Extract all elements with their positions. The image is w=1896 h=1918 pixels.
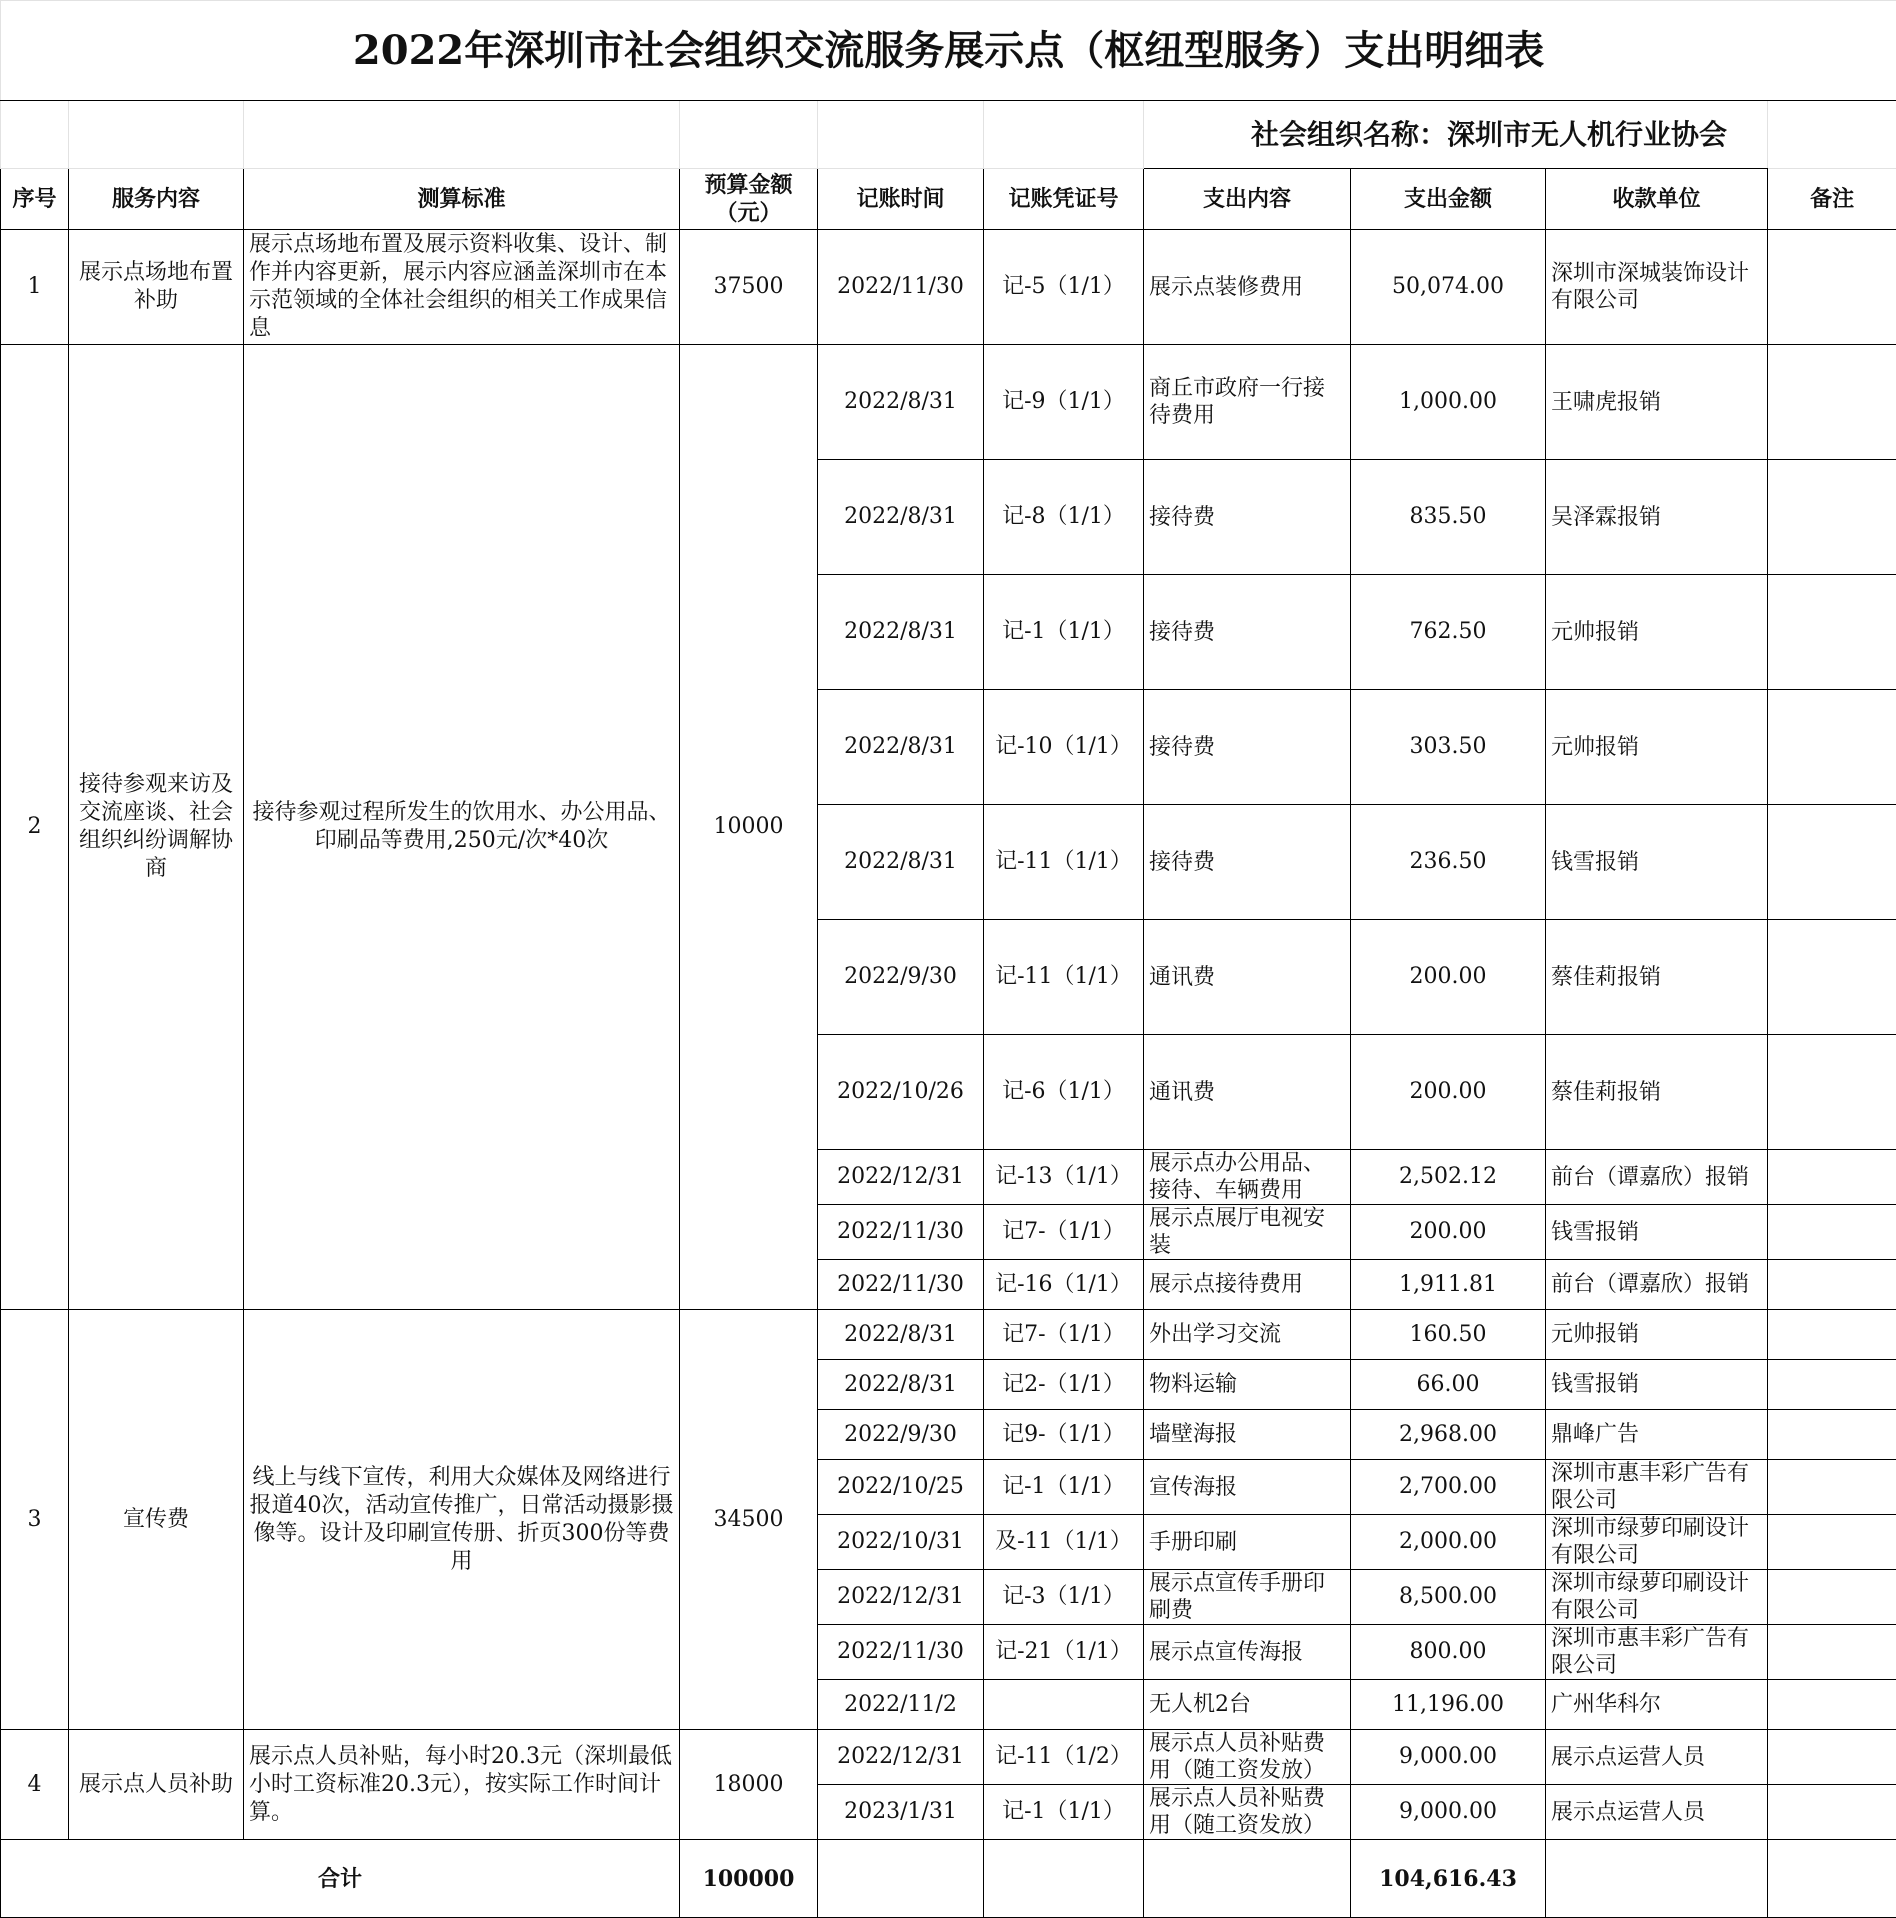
header-budget: 预算金额（元） bbox=[680, 169, 818, 230]
remark-cell bbox=[1768, 1680, 1896, 1730]
voucher-cell: 记-9（1/1） bbox=[984, 345, 1144, 460]
voucher-cell: 记-3（1/1） bbox=[984, 1570, 1144, 1625]
date-cell: 2022/8/31 bbox=[818, 1310, 984, 1360]
expense-cell: 商丘市政府一行接待费用 bbox=[1144, 345, 1351, 460]
header-amount: 支出金额 bbox=[1351, 169, 1546, 230]
remark-cell bbox=[1768, 1205, 1896, 1260]
payee-cell: 蔡佳莉报销 bbox=[1546, 920, 1768, 1035]
payee-cell: 钱雪报销 bbox=[1546, 1205, 1768, 1260]
date-cell: 2022/12/31 bbox=[818, 1570, 984, 1625]
spacer-cell bbox=[1768, 101, 1896, 169]
date-cell: 2022/11/30 bbox=[818, 1205, 984, 1260]
amount-cell: 160.50 bbox=[1351, 1310, 1546, 1360]
standard-cell: 展示点场地布置及展示资料收集、设计、制作并内容更新，展示内容应涵盖深圳市在本示范领域的全体社会组织的相关工作成果信息 bbox=[244, 230, 680, 345]
date-cell: 2023/1/31 bbox=[818, 1785, 984, 1840]
payee-cell: 广州华科尔 bbox=[1546, 1680, 1768, 1730]
remark-cell bbox=[1768, 805, 1896, 920]
expense-cell: 外出学习交流 bbox=[1144, 1310, 1351, 1360]
date-cell: 2022/10/26 bbox=[818, 1035, 984, 1150]
spacer-cell bbox=[984, 101, 1144, 169]
remark-cell bbox=[1768, 1625, 1896, 1680]
amount-cell: 1,000.00 bbox=[1351, 345, 1546, 460]
remark-cell bbox=[1768, 1785, 1896, 1840]
voucher-cell: 记7-（1/1） bbox=[984, 1310, 1144, 1360]
expense-cell: 展示点接待费用 bbox=[1144, 1260, 1351, 1310]
expense-cell: 接待费 bbox=[1144, 690, 1351, 805]
date-cell: 2022/10/31 bbox=[818, 1515, 984, 1570]
expense-cell: 接待费 bbox=[1144, 460, 1351, 575]
budget-cell: 37500 bbox=[680, 230, 818, 345]
payee-cell: 吴泽霖报销 bbox=[1546, 460, 1768, 575]
date-cell: 2022/8/31 bbox=[818, 345, 984, 460]
payee-cell: 鼎峰广告 bbox=[1546, 1410, 1768, 1460]
expense-cell: 手册印刷 bbox=[1144, 1515, 1351, 1570]
empty-cell bbox=[818, 1840, 984, 1918]
organization-name: 社会组织名称：深圳市无人机行业协会 bbox=[1144, 101, 1768, 169]
spacer-cell bbox=[244, 101, 680, 169]
voucher-cell: 记-11（1/1） bbox=[984, 920, 1144, 1035]
date-cell: 2022/12/31 bbox=[818, 1150, 984, 1205]
expense-cell: 展示点宣传海报 bbox=[1144, 1625, 1351, 1680]
payee-cell: 元帅报销 bbox=[1546, 575, 1768, 690]
remark-cell bbox=[1768, 1260, 1896, 1310]
total-amount: 104,616.43 bbox=[1351, 1840, 1546, 1918]
header-payee: 收款单位 bbox=[1546, 169, 1768, 230]
date-cell: 2022/11/30 bbox=[818, 1625, 984, 1680]
voucher-cell: 记-13（1/1） bbox=[984, 1150, 1144, 1205]
empty-cell bbox=[1768, 1840, 1896, 1918]
payee-cell: 钱雪报销 bbox=[1546, 1360, 1768, 1410]
voucher-cell: 及-11（1/1） bbox=[984, 1515, 1144, 1570]
payee-cell: 元帅报销 bbox=[1546, 1310, 1768, 1360]
voucher-cell: 记-6（1/1） bbox=[984, 1035, 1144, 1150]
standard-cell: 展示点人员补贴，每小时20.3元（深圳最低小时工资标准20.3元），按实际工作时间计算。 bbox=[244, 1730, 680, 1840]
expense-cell: 接待费 bbox=[1144, 805, 1351, 920]
remark-cell bbox=[1768, 1730, 1896, 1785]
expense-cell: 展示点人员补贴费用（随工资发放） bbox=[1144, 1785, 1351, 1840]
expense-cell: 接待费 bbox=[1144, 575, 1351, 690]
total-row bbox=[1, 1840, 1896, 1918]
date-cell: 2022/8/31 bbox=[818, 690, 984, 805]
voucher-cell: 记-21（1/1） bbox=[984, 1625, 1144, 1680]
remark-cell bbox=[1768, 1150, 1896, 1205]
voucher-cell: 记9-（1/1） bbox=[984, 1410, 1144, 1460]
remark-cell bbox=[1768, 1310, 1896, 1360]
voucher-cell: 记-1（1/1） bbox=[984, 575, 1144, 690]
date-cell: 2022/10/25 bbox=[818, 1460, 984, 1515]
payee-cell: 王啸虎报销 bbox=[1546, 345, 1768, 460]
seq-cell: 4 bbox=[1, 1730, 69, 1840]
spacer-cell bbox=[69, 101, 244, 169]
date-cell: 2022/12/31 bbox=[818, 1730, 984, 1785]
voucher-cell: 记2-（1/1） bbox=[984, 1360, 1144, 1410]
expense-cell: 墙壁海报 bbox=[1144, 1410, 1351, 1460]
payee-cell: 钱雪报销 bbox=[1546, 805, 1768, 920]
payee-cell: 深圳市绿萝印刷设计有限公司 bbox=[1546, 1570, 1768, 1625]
voucher-cell: 记-1（1/1） bbox=[984, 1785, 1144, 1840]
voucher-cell: 记-16（1/1） bbox=[984, 1260, 1144, 1310]
seq-cell: 2 bbox=[1, 345, 69, 1310]
remark-cell bbox=[1768, 230, 1896, 345]
spacer-cell bbox=[680, 101, 818, 169]
payee-cell: 深圳市绿萝印刷设计有限公司 bbox=[1546, 1515, 1768, 1570]
header-row bbox=[1, 169, 1896, 230]
remark-cell bbox=[1768, 1410, 1896, 1460]
expense-cell: 物料运输 bbox=[1144, 1360, 1351, 1410]
service-cell: 接待参观来访及交流座谈、社会组织纠纷调解协商 bbox=[69, 345, 244, 1310]
standard-cell: 线上与线下宣传，利用大众媒体及网络进行报道40次，活动宣传推广，日常活动摄影摄像等。设计及印刷宣传册、折页300份等费用 bbox=[244, 1310, 680, 1730]
remark-cell bbox=[1768, 1460, 1896, 1515]
remark-cell bbox=[1768, 1035, 1896, 1150]
amount-cell: 1,911.81 bbox=[1351, 1260, 1546, 1310]
amount-cell: 8,500.00 bbox=[1351, 1570, 1546, 1625]
voucher-cell: 记-10（1/1） bbox=[984, 690, 1144, 805]
remark-cell bbox=[1768, 460, 1896, 575]
table-row bbox=[1, 1730, 1896, 1785]
empty-cell bbox=[984, 1840, 1144, 1918]
amount-cell: 200.00 bbox=[1351, 920, 1546, 1035]
payee-cell: 深圳市深城装饰设计有限公司 bbox=[1546, 230, 1768, 345]
remark-cell bbox=[1768, 1570, 1896, 1625]
amount-cell: 9,000.00 bbox=[1351, 1730, 1546, 1785]
spacer-cell bbox=[818, 101, 984, 169]
payee-cell: 深圳市惠丰彩广告有限公司 bbox=[1546, 1460, 1768, 1515]
budget-cell: 18000 bbox=[680, 1730, 818, 1840]
header-seq: 序号 bbox=[1, 169, 69, 230]
expense-cell: 展示点人员补贴费用（随工资发放） bbox=[1144, 1730, 1351, 1785]
expense-cell: 展示点办公用品、接待、车辆费用 bbox=[1144, 1150, 1351, 1205]
header-standard: 测算标准 bbox=[244, 169, 680, 230]
budget-cell: 10000 bbox=[680, 345, 818, 1310]
amount-cell: 11,196.00 bbox=[1351, 1680, 1546, 1730]
amount-cell: 236.50 bbox=[1351, 805, 1546, 920]
standard-cell: 接待参观过程所发生的饮用水、办公用品、印刷品等费用,250元/次*40次 bbox=[244, 345, 680, 1310]
amount-cell: 762.50 bbox=[1351, 575, 1546, 690]
payee-cell: 展示点运营人员 bbox=[1546, 1785, 1768, 1840]
amount-cell: 9,000.00 bbox=[1351, 1785, 1546, 1840]
seq-cell: 1 bbox=[1, 230, 69, 345]
amount-cell: 50,074.00 bbox=[1351, 230, 1546, 345]
date-cell: 2022/9/30 bbox=[818, 1410, 984, 1460]
table-row bbox=[1, 345, 1896, 460]
remark-cell bbox=[1768, 345, 1896, 460]
page-title: 2022年深圳市社会组织交流服务展示点（枢纽型服务）支出明细表 bbox=[1, 1, 1896, 101]
voucher-cell: 记-8（1/1） bbox=[984, 460, 1144, 575]
date-cell: 2022/11/30 bbox=[818, 1260, 984, 1310]
remark-cell bbox=[1768, 1515, 1896, 1570]
seq-cell: 3 bbox=[1, 1310, 69, 1730]
header-service: 服务内容 bbox=[69, 169, 244, 230]
payee-cell: 深圳市惠丰彩广告有限公司 bbox=[1546, 1625, 1768, 1680]
date-cell: 2022/11/2 bbox=[818, 1680, 984, 1730]
remark-cell bbox=[1768, 690, 1896, 805]
expense-cell: 通讯费 bbox=[1144, 920, 1351, 1035]
date-cell: 2022/8/31 bbox=[818, 805, 984, 920]
expense-cell: 通讯费 bbox=[1144, 1035, 1351, 1150]
amount-cell: 303.50 bbox=[1351, 690, 1546, 805]
date-cell: 2022/8/31 bbox=[818, 1360, 984, 1410]
payee-cell: 前台（谭嘉欣）报销 bbox=[1546, 1260, 1768, 1310]
voucher-cell: 记-11（1/2） bbox=[984, 1730, 1144, 1785]
empty-cell bbox=[1144, 1840, 1351, 1918]
header-expense: 支出内容 bbox=[1144, 169, 1351, 230]
date-cell: 2022/8/31 bbox=[818, 575, 984, 690]
date-cell: 2022/8/31 bbox=[818, 460, 984, 575]
service-cell: 展示点人员补助 bbox=[69, 1730, 244, 1840]
remark-cell bbox=[1768, 920, 1896, 1035]
budget-cell: 34500 bbox=[680, 1310, 818, 1730]
amount-cell: 800.00 bbox=[1351, 1625, 1546, 1680]
voucher-cell: 记-11（1/1） bbox=[984, 805, 1144, 920]
total-budget: 100000 bbox=[680, 1840, 818, 1918]
service-cell: 展示点场地布置补助 bbox=[69, 230, 244, 345]
table-body bbox=[1, 1, 1896, 1918]
remark-cell bbox=[1768, 575, 1896, 690]
date-cell: 2022/9/30 bbox=[818, 920, 984, 1035]
remark-cell bbox=[1768, 1360, 1896, 1410]
header-date: 记账时间 bbox=[818, 169, 984, 230]
amount-cell: 2,502.12 bbox=[1351, 1150, 1546, 1205]
header-voucher: 记账凭证号 bbox=[984, 169, 1144, 230]
voucher-cell: 记-5（1/1） bbox=[984, 230, 1144, 345]
amount-cell: 2,000.00 bbox=[1351, 1515, 1546, 1570]
amount-cell: 200.00 bbox=[1351, 1205, 1546, 1260]
expense-cell: 展示点装修费用 bbox=[1144, 230, 1351, 345]
payee-cell: 展示点运营人员 bbox=[1546, 1730, 1768, 1785]
expense-cell: 宣传海报 bbox=[1144, 1460, 1351, 1515]
amount-cell: 2,968.00 bbox=[1351, 1410, 1546, 1460]
amount-cell: 2,700.00 bbox=[1351, 1460, 1546, 1515]
voucher-cell bbox=[984, 1680, 1144, 1730]
voucher-cell: 记-1（1/1） bbox=[984, 1460, 1144, 1515]
table-row bbox=[1, 230, 1896, 345]
amount-cell: 66.00 bbox=[1351, 1360, 1546, 1410]
spacer-cell bbox=[1, 101, 69, 169]
table-row bbox=[1, 1310, 1896, 1360]
payee-cell: 前台（谭嘉欣）报销 bbox=[1546, 1150, 1768, 1205]
expense-cell: 无人机2台 bbox=[1144, 1680, 1351, 1730]
expense-cell: 展示点展厅电视安装 bbox=[1144, 1205, 1351, 1260]
header-remark: 备注 bbox=[1768, 169, 1896, 230]
total-label: 合计 bbox=[1, 1840, 680, 1918]
expense-cell: 展示点宣传手册印刷费 bbox=[1144, 1570, 1351, 1625]
payee-cell: 元帅报销 bbox=[1546, 690, 1768, 805]
voucher-cell: 记7-（1/1） bbox=[984, 1205, 1144, 1260]
date-cell: 2022/11/30 bbox=[818, 230, 984, 345]
amount-cell: 200.00 bbox=[1351, 1035, 1546, 1150]
empty-cell bbox=[1546, 1840, 1768, 1918]
payee-cell: 蔡佳莉报销 bbox=[1546, 1035, 1768, 1150]
amount-cell: 835.50 bbox=[1351, 460, 1546, 575]
service-cell: 宣传费 bbox=[69, 1310, 244, 1730]
